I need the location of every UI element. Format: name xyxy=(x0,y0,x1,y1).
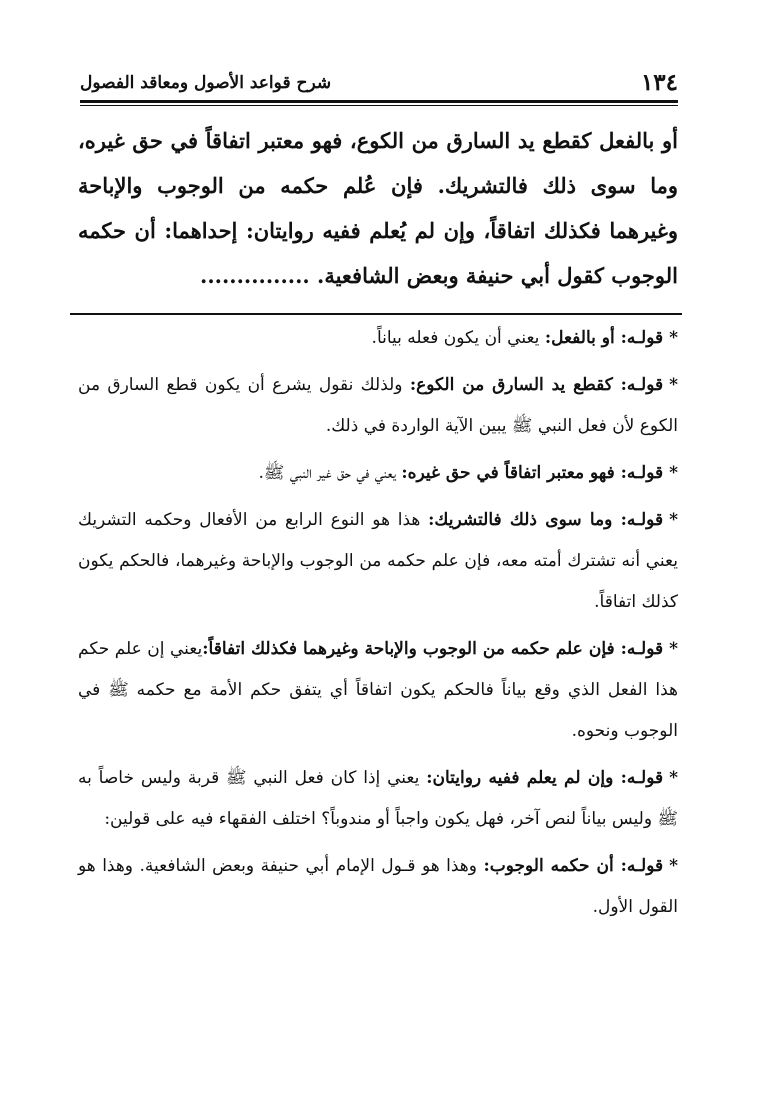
commentary-item xyxy=(78,365,678,447)
commentary-item xyxy=(78,846,678,928)
commentary xyxy=(78,318,678,934)
main-paragraph: أو بالفعل كقطع يد السارق من الكوع، فهو معتبر اتفاقاً في حق غيره، وما سوى ذلك فالتشريك. فإن عُلم حكمه من الوجوب والإباحة وغيرهما فكذلك اتفاقاً، وإن لم يُعلم ففيه روايتان: إحداهما: أن حكمه الوجوب كقول أبي حنيفة وبعض الشافعية. ............... xyxy=(78,128,678,288)
commentary-text: يعني أن يكون فعله بياناً. xyxy=(371,328,545,348)
main-text xyxy=(78,118,678,298)
commentary-item xyxy=(78,453,678,494)
commentary-text: هذا هو النوع الرابع من الأفعال وحكمه التشريك يعني أنه تشترك أمته معه، فإن علم حكمه من الوجوب والإباحة وغيرهما، فالحكم يكون كذلك اتفاقاً. xyxy=(78,510,678,612)
asterisk-icon: * xyxy=(669,856,678,876)
running-title: شرح قواعد الأصول ومعاقد الفصول xyxy=(80,73,332,93)
asterisk-icon: * xyxy=(669,768,679,788)
asterisk-icon: * xyxy=(669,375,678,395)
commentary-item xyxy=(78,629,678,752)
header-rule xyxy=(80,100,678,106)
commentary-item xyxy=(78,318,678,359)
asterisk-icon: * xyxy=(669,510,678,530)
commentary-text: يعني في حق غير النبي ﷺ. xyxy=(258,463,402,483)
asterisk-icon: * xyxy=(669,328,678,348)
commentary-text: يعني إن علم حكم هذا الفعل الذي وقع بياناً فالحكم يكون اتفاقاً أي يتفق حكم الأمة مع حكمه ﷺ في الوجوب ونحوه. xyxy=(78,639,678,741)
commentary-lead: قولـه: وما سوى ذلك فالتشريك: xyxy=(428,510,664,530)
commentary-item xyxy=(78,758,678,840)
commentary-item xyxy=(78,500,678,623)
commentary-text: وهذا هو قـول الإمام أبي حنيفة وبعض الشافعية. وهذا هو القول الأول. xyxy=(78,856,678,917)
commentary-text: ولذلك نقول يشرع أن يكون قطع السارق من الكوع لأن فعل النبي ﷺ يبين الآية الواردة في ذلك. xyxy=(78,375,678,436)
commentary-lead: قولـه: وإن لم يعلم ففيه روايتان: xyxy=(426,768,664,788)
commentary-lead: قولـه: أو بالفعل: xyxy=(544,328,664,348)
asterisk-icon: * xyxy=(669,463,678,483)
asterisk-icon: * xyxy=(669,639,678,659)
page-header xyxy=(80,68,678,98)
commentary-separator xyxy=(70,313,682,315)
commentary-lead: قولـه: كقطع يد السارق من الكوع: xyxy=(409,375,664,395)
commentary-lead: قولـه: أن حكمه الوجوب: xyxy=(483,856,664,876)
commentary-text: يعني إذا كان فعل النبي ﷺ قربة وليس خاصاً به ﷺ وليس بياناً لنص آخر، فهل يكون واجباً أو مندوباً؟ اختلف الفقهاء فيه على قولين: xyxy=(78,768,678,829)
commentary-lead: قولـه: فهو معتبر اتفاقاً في حق غيره: xyxy=(401,463,664,483)
commentary-lead: قولـه: فإن علم حكمه من الوجوب والإباحة وغيرهما فكذلك اتفاقاً: xyxy=(202,639,664,659)
page-number: ١٣٤ xyxy=(640,69,678,96)
